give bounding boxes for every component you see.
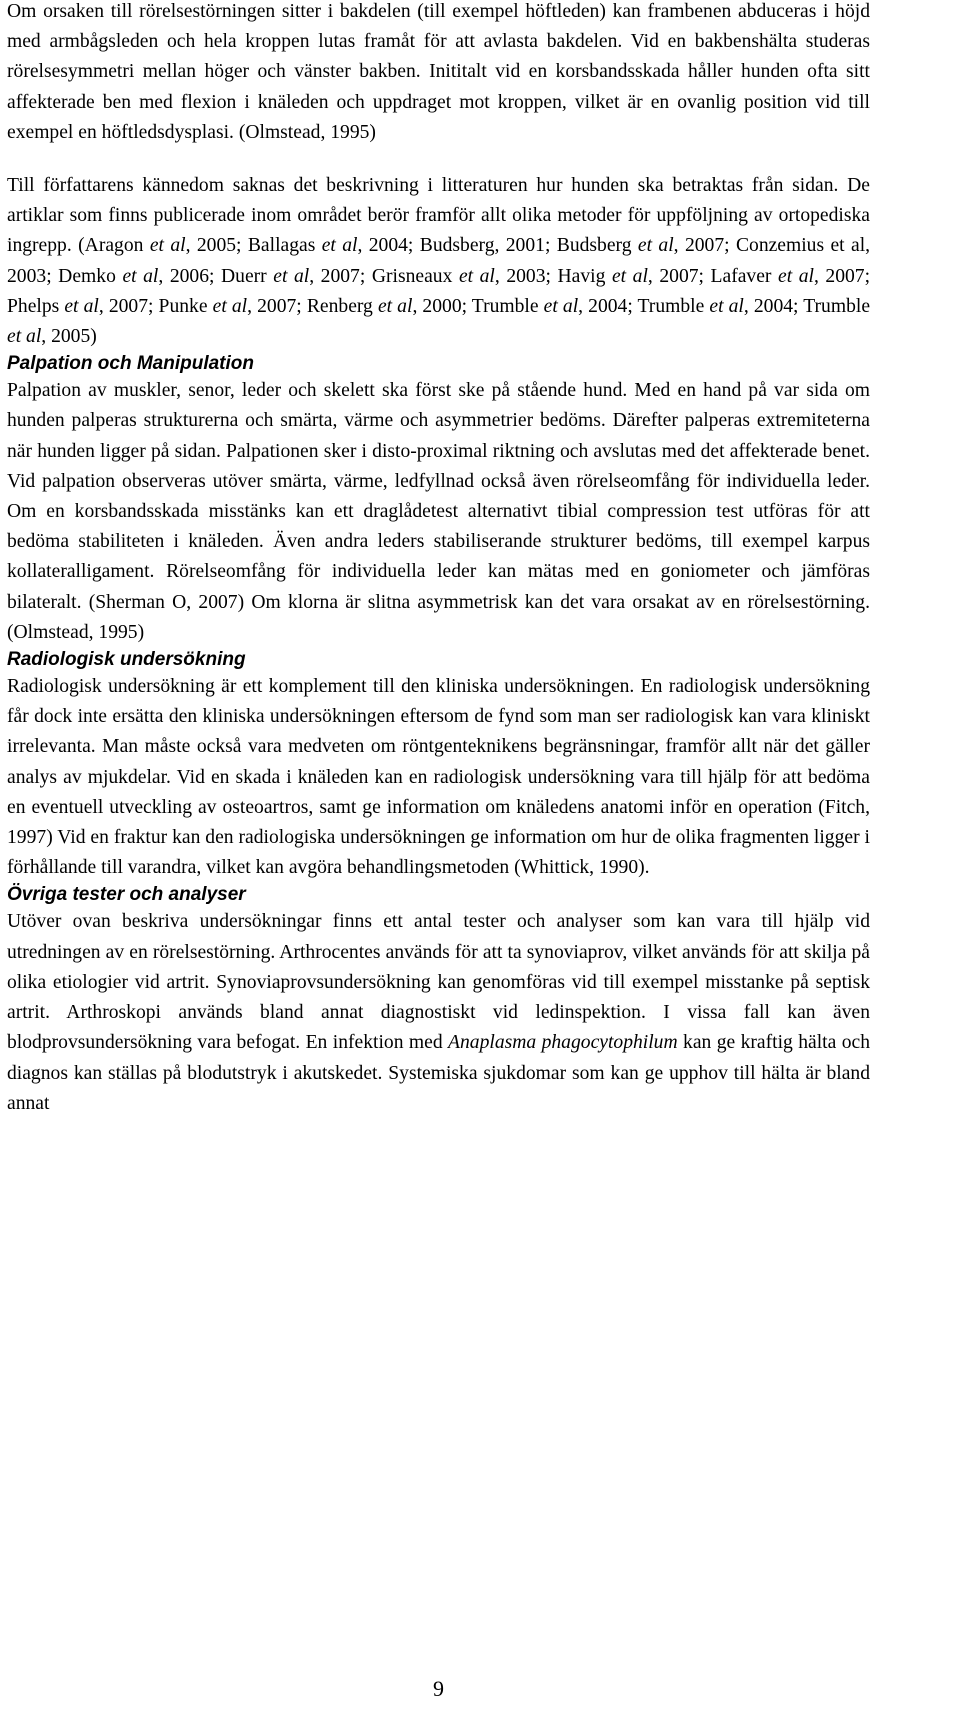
et-al: et al [709, 295, 744, 317]
page-number: 9 [433, 1676, 444, 1701]
citation-part: , 2007; Punke [98, 295, 208, 317]
heading-radiology: Radiologisk undersökning [7, 649, 246, 671]
citation-part: , 2007; Renberg [247, 295, 373, 317]
citation-part: , 2004; Trumble [578, 295, 705, 317]
citation-part: , 2007; Phelps [7, 265, 871, 317]
other-tests-text-2: kan ge kraftig hälta och diagnos kan ställas på blodutstryk i akutskedet. Systemiska sjukdomar som kan ge upphov till hälta är bland annat [7, 1032, 870, 1114]
citation-part: , 2005) [41, 326, 97, 348]
other-tests-text-1: Utöver ovan beskriva undersökningar finns ett antal tester och analyser som kan vara till hjälp vid utredningen av en rörelsestörning. Arthrocentes används för att ta synoviaprov, vilket används för att skilja på olika etiologier vid artrit. Synoviaprovsundersökning kan genomföras vid till exempel misstanke på septisk artrit. Arthroskopi används bland annat diagnostiskt vid ledinspektion. I vissa fall kan även blodprovsundersökning vara befogat. En infektion med [7, 911, 870, 1054]
species-name: Anaplasma phagocytophilum [448, 1032, 678, 1054]
et-al: et al [7, 326, 42, 348]
citation-part: , 2004; Budsberg, 2001; Budsberg [357, 235, 632, 257]
intro-sentence-1: Om orsaken till rörelsestörningen sitter i bakdelen (till exempel höftleden) kan frambenen abduceras i höjd med armbågsleden och hela kroppen lutas framåt för att avlasta bakdelen. Vid en bakbenshälta studeras rörelsesymmetri mellan höger och vänster bakben. [7, 1, 870, 83]
citation-part: , 2007; Conzemius et al, 2003; Demko [7, 235, 871, 287]
et-al: et al [273, 265, 310, 287]
et-al: et al [543, 295, 579, 317]
literature-sentence-2: De artiklar som finns publicerade inom området berör framför allt olika metoder för uppföljning av ortopediska ingrepp. [7, 175, 871, 257]
et-al: et al [122, 265, 159, 287]
et-al: et al [377, 295, 413, 317]
intro-citation: (Olmstead, 1995) [233, 121, 376, 143]
literature-sentence-1: Till författarens kännedom saknas det beskrivning i litteraturen hur hunden ska betraktas från sidan. [7, 175, 839, 197]
heading-palpation: Palpation och Manipulation [7, 353, 254, 375]
literature-paragraph [7, 171, 870, 352]
et-al: et al [778, 265, 814, 287]
palpation-paragraph: Palpation av muskler, senor, leder och skelett ska först ske på stående hund. Med en hand på var sida om hunden palperas strukturerna och smärta, värme och asymmetrier bedöms. Därefter palperas extremiteterna när hunden ligger på sidan. Palpationen sker i disto-proximal riktning och avslutas med det affekterade benet. Vid palpation observeras utöver smärta, värme, ledfyllnad också även rörelseomfång för individuella leder. Om en korsbandsskada misstänks kan ett draglådetest alternativt tibial compression test utföras för att bedöma stabiliteten i knäleden. Även andra leders stabiliserande strukturer bedöms, till exempel karpus kollateralligament. Rörelseomfång för individuella leder kan mätas med en goniometer och jämföras bilateralt. (Sherman O, 2007) Om klorna är slitna asymmetrisk kan det vara orsakat av en rörelsestörning. (Olmstead, 1995) [7, 380, 870, 643]
et-al: et al [149, 235, 186, 257]
citation-part: , 2007; Lafaver [647, 265, 772, 287]
citation-part: , 2006; Duerr [158, 265, 267, 287]
citation-part: , 2004; Trumble [743, 295, 871, 317]
citation-part: (Aragon [71, 235, 144, 257]
citation-part: , 2005; Ballagas [185, 235, 316, 257]
other-tests-paragraph [7, 907, 870, 1118]
citation-part: , 2000; Trumble [412, 295, 539, 317]
radiology-paragraph: Radiologisk undersökning är ett komplement till den kliniska undersökningen. En radiologisk undersökning får dock inte ersätta den kliniska undersökningen eftersom de fynd som man ser radiologisk kan vara kliniskt irrelevanta. Man måste också vara medveten om röntgenteknikens begränsningar, framför allt när det gäller analys av mjukdelar. Vid en skada i knäleden kan en radiologisk undersökning vara till hjälp för att bedöma en eventuell utveckling av osteoartros, samt ge information om knäledens anatomi inför en operation (Fitch, 1997) Vid en fraktur kan den radiologiska undersökningen ge information om hur de olika fragmenten ligger i förhållande till varandra, vilket kan avgöra behandlingsmetoden (Whittick, 1990). [7, 676, 870, 879]
intro-sentence-2: Inititalt vid en korsbandsskada håller hunden ofta sitt affekterade ben med flexion i knäleden och uppdraget mot kroppen, vilket är en ovanlig position vid till exempel en höftledsdysplasi. [7, 61, 870, 143]
et-al: et al [458, 265, 495, 287]
intro-paragraph [7, 0, 870, 148]
heading-other-tests: Övriga tester och analyser [7, 884, 246, 906]
citation-part: , 2007; Grisneaux [309, 265, 453, 287]
et-al: et al [611, 265, 648, 287]
et-al: et al [64, 295, 99, 317]
et-al: et al [637, 235, 674, 257]
et-al: et al [321, 235, 358, 257]
document-body [7, 0, 870, 1119]
et-al: et al [212, 295, 248, 317]
citation-part: , 2003; Havig [494, 265, 606, 287]
